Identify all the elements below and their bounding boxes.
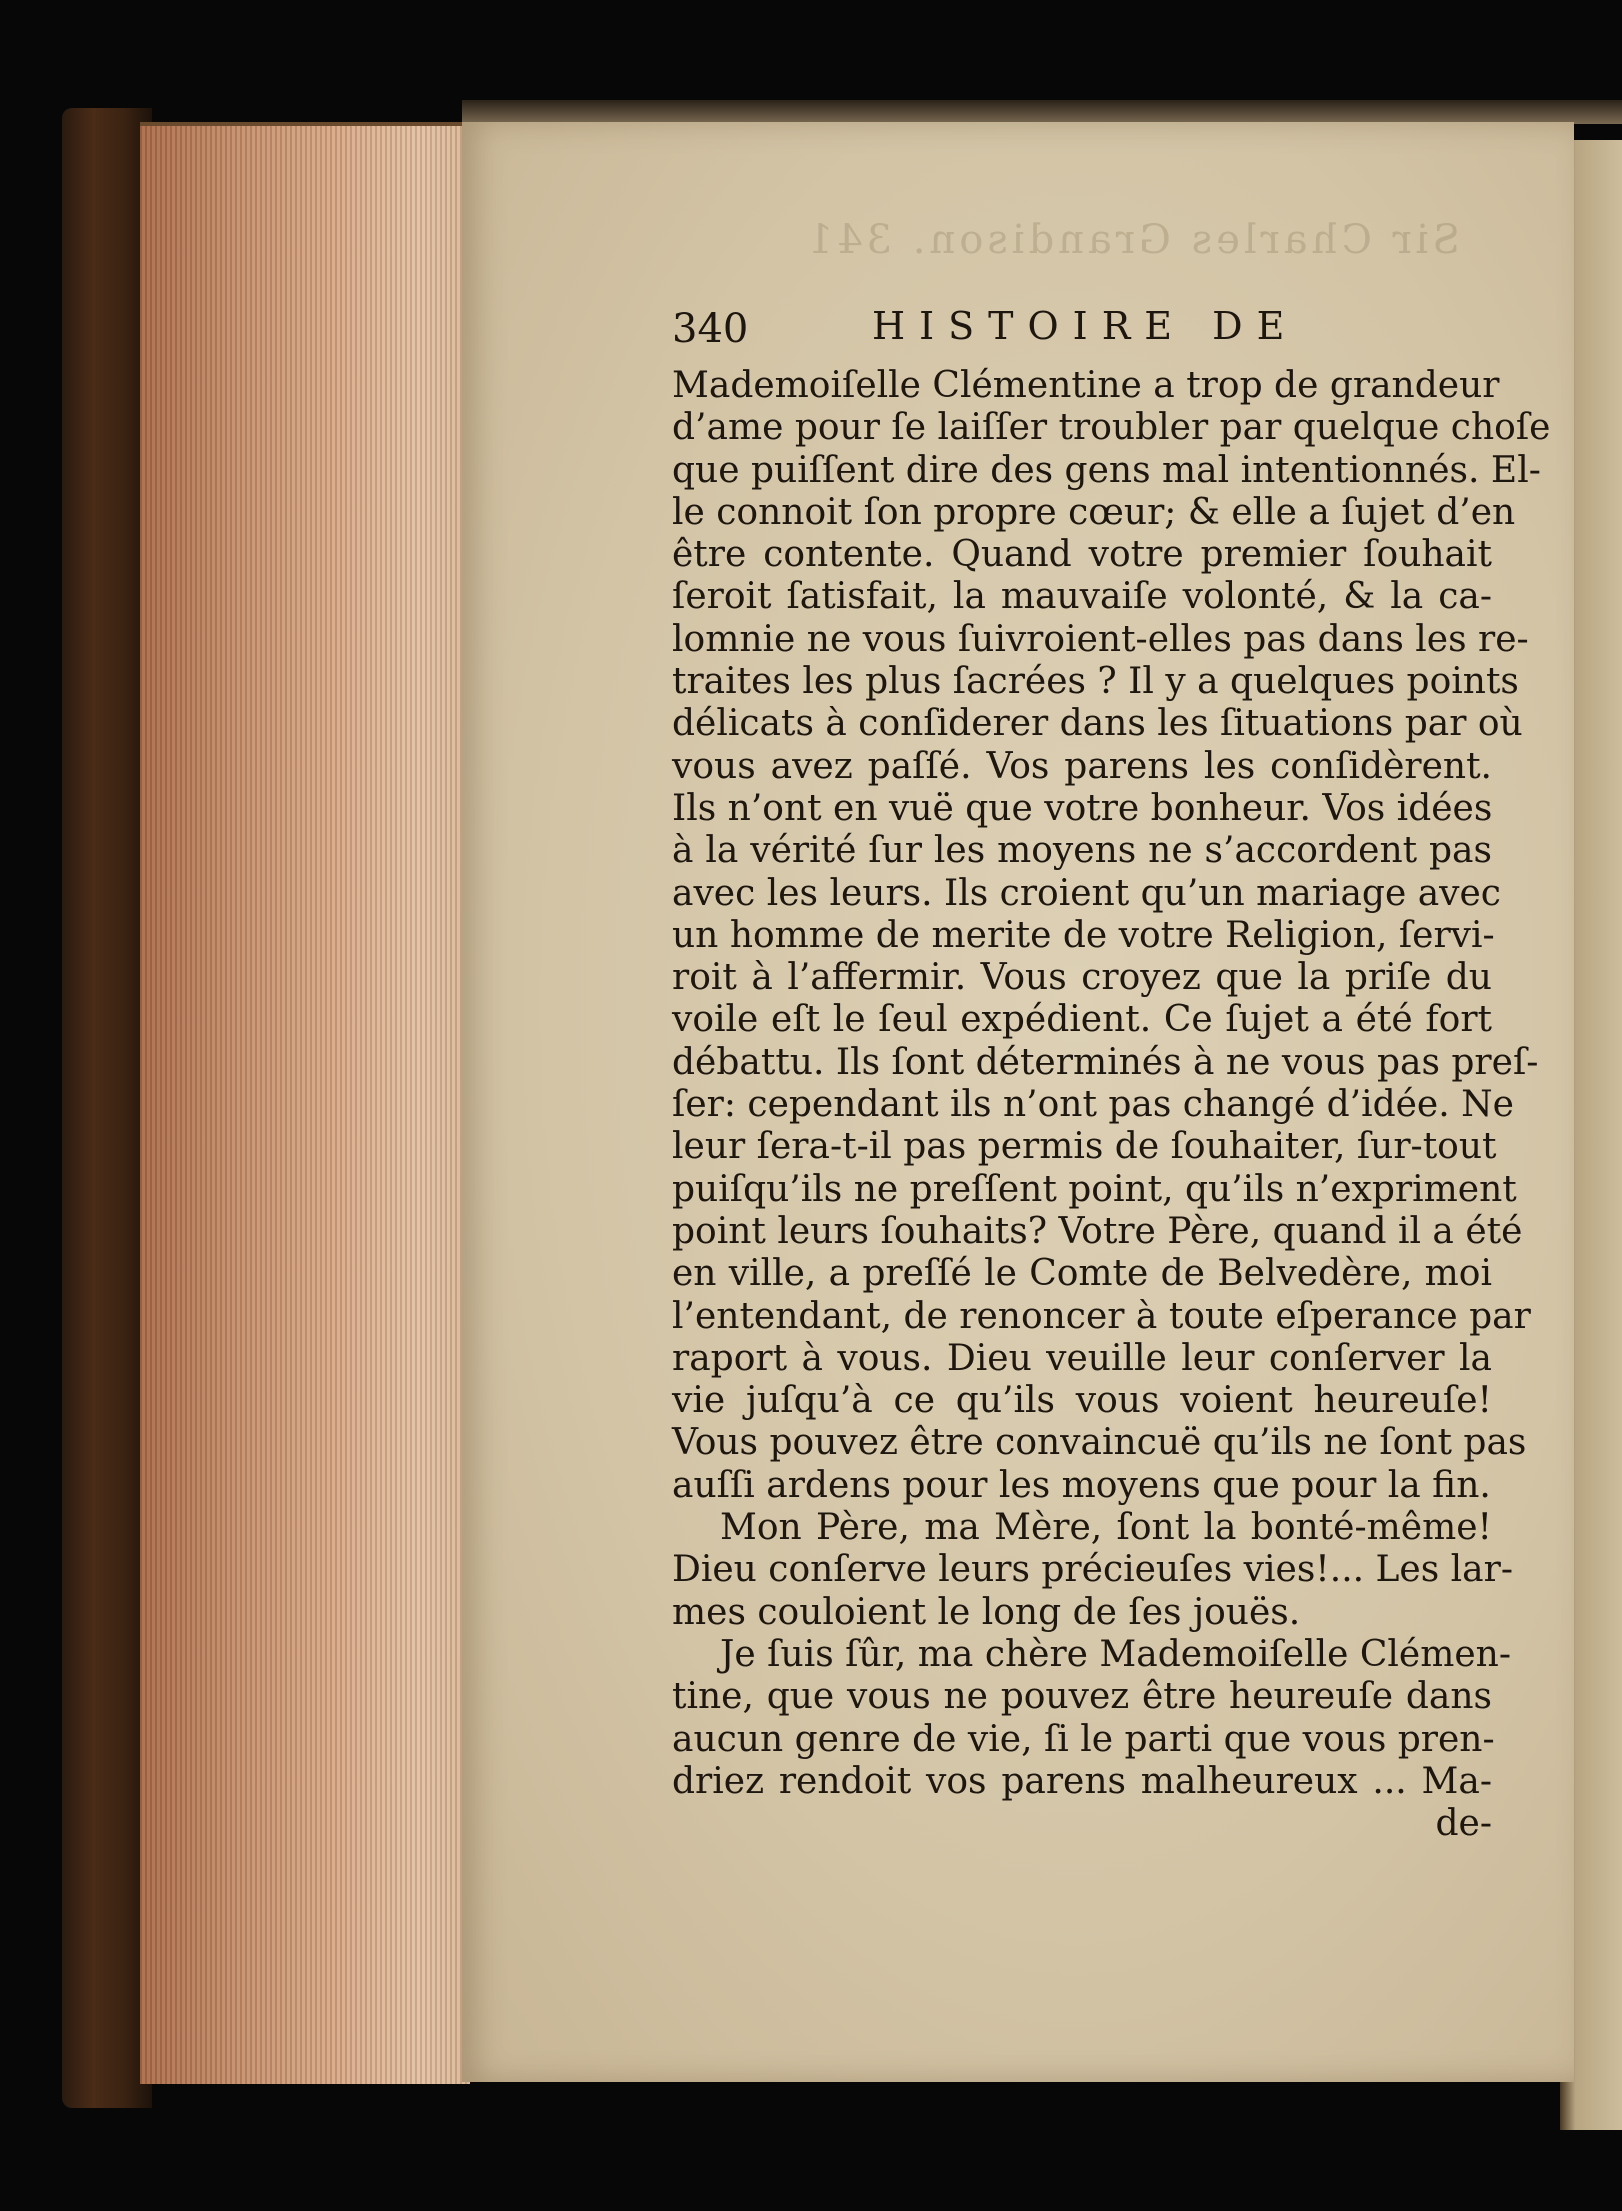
text-line: ſeroit ſatisfait, la mauvaiſe volonté, & la ca-	[672, 576, 1492, 618]
text-line: l’entendant, de renoncer à toute eſperance par	[672, 1295, 1531, 1337]
body-text	[672, 365, 1551, 1845]
text-line: délicats à conſiderer dans les ſituations par où	[672, 703, 1523, 745]
text-line: être contente. Quand votre premier ſouhait	[672, 534, 1492, 576]
text-line: Dieu conſerve leurs précieuſes vies!... Les lar-	[672, 1549, 1514, 1591]
text-line: que puiſſent dire des gens mal intentionnés. El-	[672, 449, 1541, 491]
text-line: traites les plus ſacrées ? Il y a quelques points	[672, 661, 1519, 703]
page-block-edge	[140, 122, 470, 2084]
page-number: 340	[672, 306, 749, 352]
text-line: de-	[1435, 1803, 1492, 1845]
text-line: en ville, a preſſé le Comte de Belvedère, moi	[672, 1253, 1492, 1295]
text-line: vie juſqu’à ce qu’ils vous voient heureuſe!	[672, 1380, 1492, 1422]
text-line: point leurs ſouhaits? Votre Père, quand il a été	[672, 1210, 1523, 1252]
text-line: Mon Père, ma Mère, ſont la bonté-même!	[720, 1507, 1492, 1549]
text-line: voile eſt le ſeul expédient. Ce ſujet a été fort	[672, 999, 1492, 1041]
text-line: Mademoiſelle Clémentine a trop de grandeur	[672, 365, 1500, 406]
text-line: ſer: cependant ils n’ont pas changé d’idée. Ne	[672, 1084, 1514, 1126]
text-line: lomnie ne vous ſuivroient-elles pas dans les re-	[672, 618, 1529, 660]
bleed-through-text: Sir Charles Grandison. 341	[803, 217, 1460, 263]
page-header	[672, 300, 1472, 360]
text-line: avec les leurs. Ils croient qu’un mariage avec	[672, 872, 1501, 914]
text-line: Je ſuis ſûr, ma chère Mademoiſelle Clémen-	[720, 1633, 1511, 1675]
text-line: roit à l’affermir. Vous croyez que la priſe du	[672, 957, 1492, 999]
text-line: Vous pouvez être convaincuë qu’ils ne ſont pas	[672, 1422, 1527, 1464]
text-line: mes couloient le long de ſes jouës.	[672, 1591, 1301, 1633]
text-line: tine, que vous ne pouvez être heureuſe dans	[672, 1676, 1492, 1718]
text-line: driez rendoit vos parens malheureux ... Ma-	[672, 1760, 1492, 1802]
text-line: raport à vous. Dieu veuille leur conſerver la	[672, 1337, 1492, 1379]
text-line: Ils n’ont en vuë que votre bonheur. Vos idées	[672, 787, 1493, 829]
top-edge	[462, 100, 1622, 124]
text-line: puiſqu’ils ne preſſent point, qu’ils n’expriment	[672, 1168, 1517, 1210]
text-line: d’ame pour ſe laiſſer troubler par quelque choſe	[672, 407, 1551, 449]
text-line: leur ſera-t-il pas permis de ſouhaiter, ſur-tout	[672, 1126, 1497, 1168]
text-line: le connoit ſon propre cœur; & elle a ſujet d’en	[672, 491, 1516, 533]
running-title: HISTOIRE DE	[872, 304, 1299, 348]
text-line: aucun genre de vie, ſi le parti que vous pren-	[672, 1718, 1495, 1760]
book-cover-spine	[62, 108, 152, 2108]
text-line: auſſi ardens pour les moyens que pour la fin.	[672, 1464, 1491, 1506]
text-line: à la vérité ſur les moyens ne s’accordent pas	[672, 830, 1492, 872]
text-line: débattu. Ils ſont déterminés à ne vous pas preſ-	[672, 1041, 1539, 1083]
text-line: vous avez paſſé. Vos parens les conſidèrent.	[672, 745, 1492, 787]
text-line: un homme de merite de votre Religion, ſervi-	[672, 914, 1495, 956]
